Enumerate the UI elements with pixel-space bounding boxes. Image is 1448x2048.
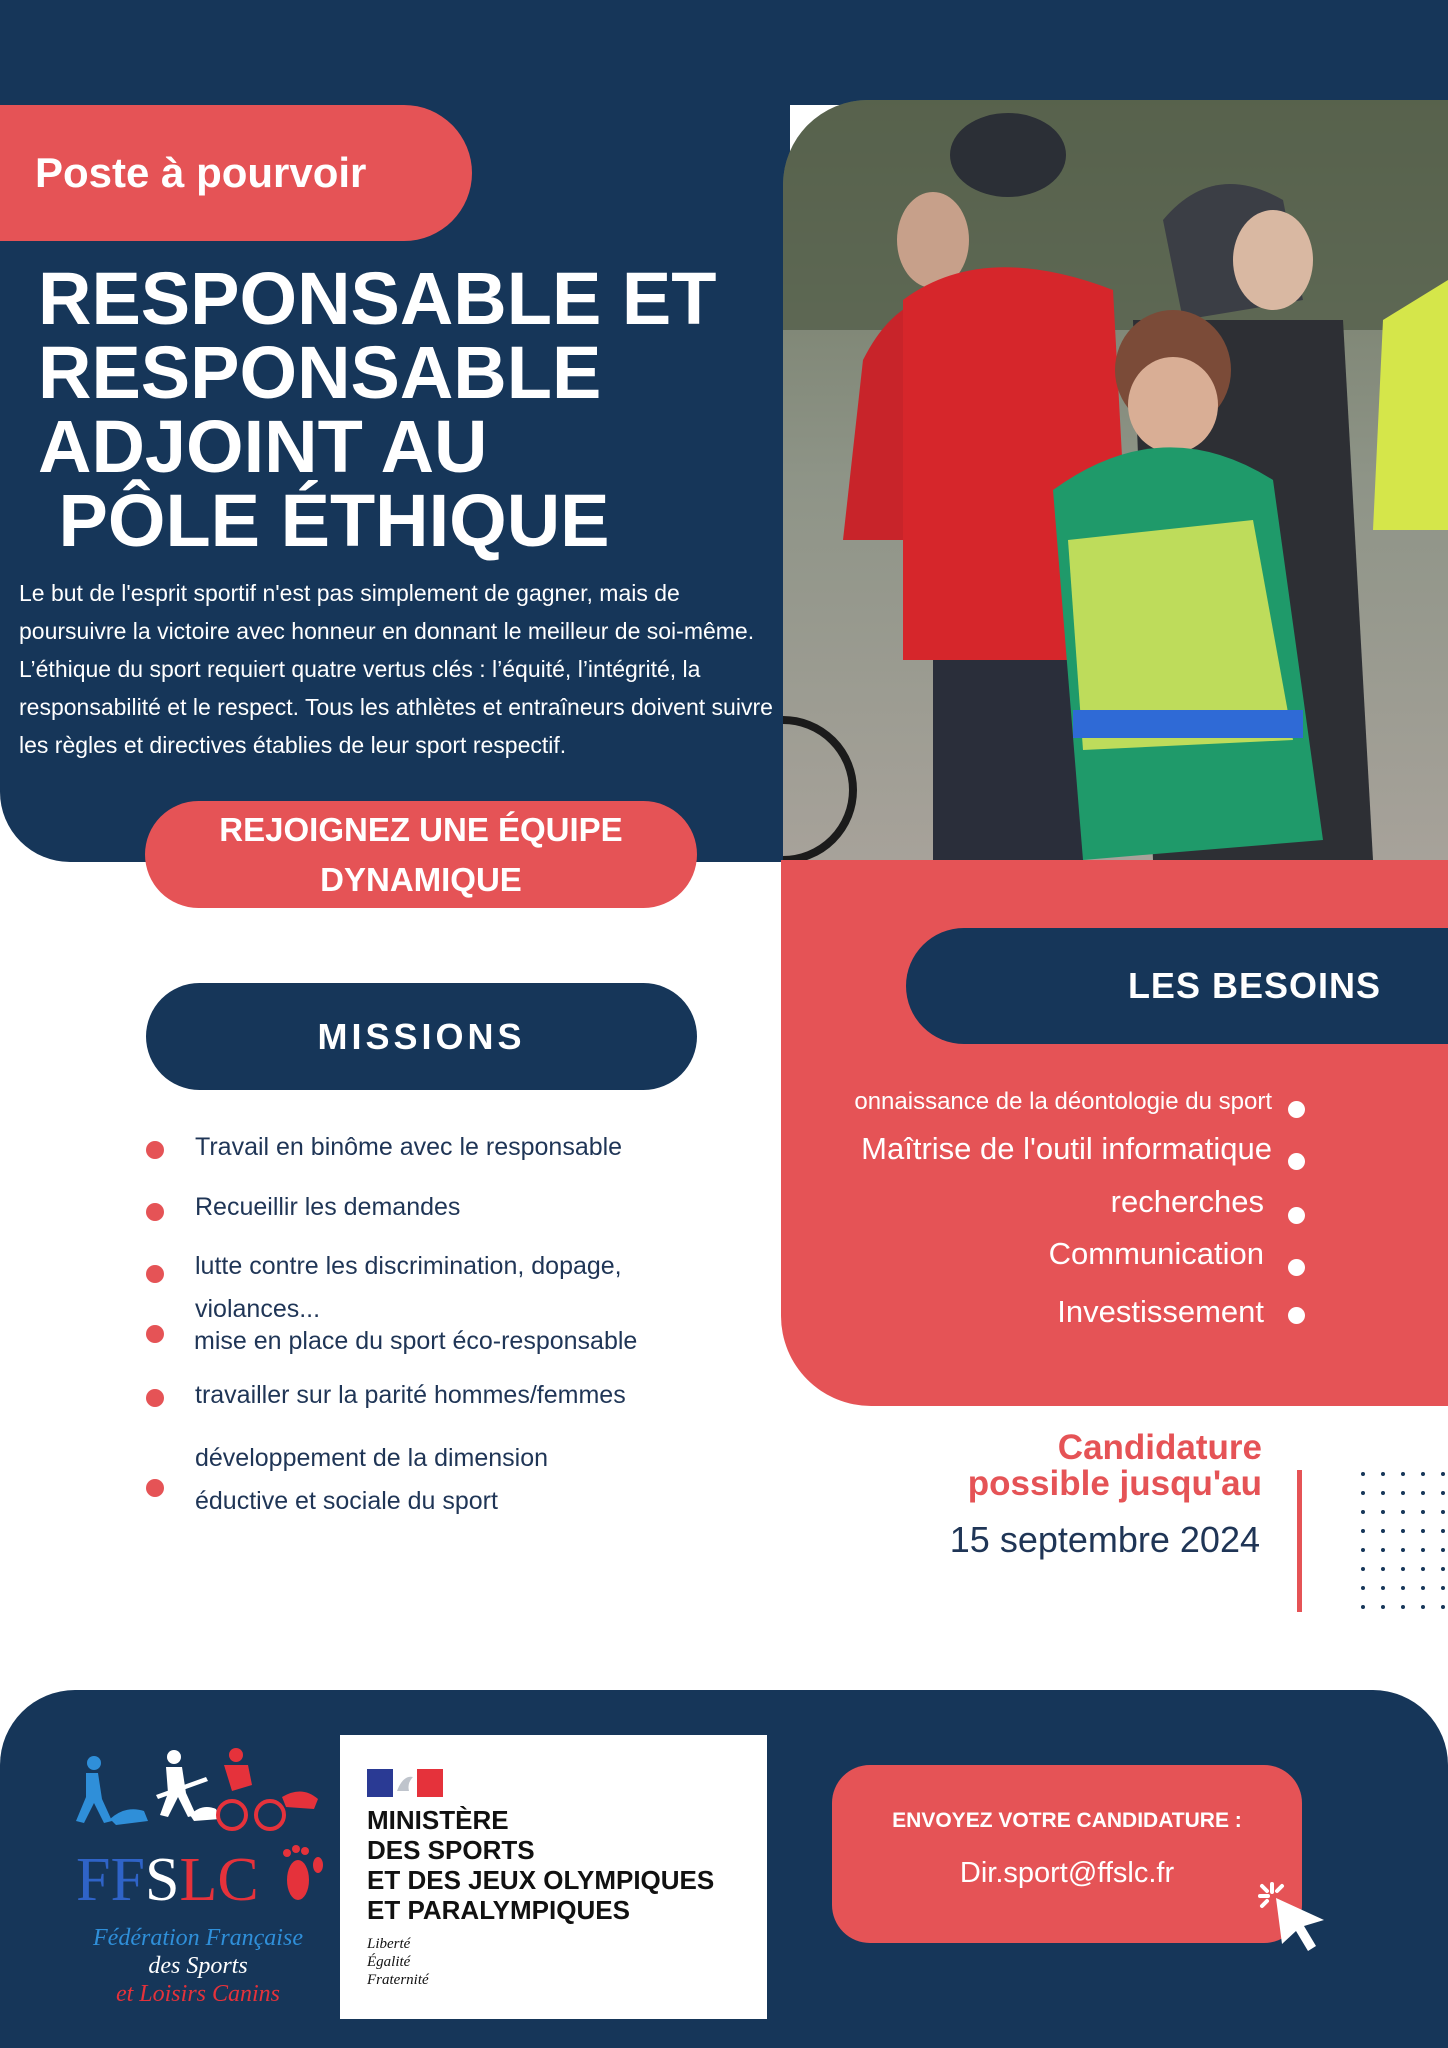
grid-dot xyxy=(1381,1605,1385,1609)
motto-line: Liberté xyxy=(367,1936,411,1952)
motto-line: Égalité xyxy=(367,1954,411,1970)
apply-card[interactable] xyxy=(832,1765,1302,1943)
apply-email-link[interactable]: Dir.sport@ffslc.fr xyxy=(959,1857,1175,1889)
bullet-icon xyxy=(146,1203,164,1221)
join-team-banner xyxy=(145,801,697,908)
bullet-icon xyxy=(146,1479,164,1497)
deadline-heading xyxy=(880,1430,1262,1502)
grid-dot xyxy=(1421,1491,1425,1495)
grid-dot xyxy=(1421,1510,1425,1514)
deadline-line: possible jusqu'au xyxy=(967,1464,1262,1503)
grid-dot xyxy=(1401,1567,1405,1571)
ffslc-line: des Sports xyxy=(148,1953,248,1979)
grid-dot xyxy=(1401,1472,1405,1476)
grid-dot xyxy=(1361,1567,1365,1571)
deadline-date: 15 septembre 2024 xyxy=(949,1519,1260,1560)
need-item: recherches xyxy=(1110,1184,1264,1219)
grid-dot xyxy=(1441,1605,1445,1609)
join-line: DYNAMIQUE xyxy=(320,860,522,898)
mission-item: développement de la dimension éductive et sociale du sport xyxy=(195,1444,549,1515)
grid-dot xyxy=(1421,1605,1425,1609)
bullet-icon xyxy=(1288,1101,1305,1118)
need-item: Investissement xyxy=(1057,1294,1264,1329)
grid-dot xyxy=(1401,1586,1405,1590)
grid-dot xyxy=(1381,1491,1385,1495)
grid-dot xyxy=(1441,1548,1445,1552)
bullet-icon xyxy=(1288,1153,1305,1170)
grid-dot xyxy=(1421,1586,1425,1590)
ministry-name xyxy=(367,1805,714,1925)
grid-dot xyxy=(1381,1529,1385,1533)
grid-dot xyxy=(1361,1491,1365,1495)
grid-dot xyxy=(1441,1510,1445,1514)
need-item: Maîtrise de l'outil informatique xyxy=(861,1131,1272,1166)
grid-dot xyxy=(1401,1510,1405,1514)
mission-item: travailler sur la parité hommes/femmes xyxy=(195,1381,626,1409)
grid-dot xyxy=(1421,1529,1425,1533)
hero-photo xyxy=(783,100,1448,860)
title-line: ADJOINT AU xyxy=(38,405,488,488)
bullet-icon xyxy=(1288,1259,1305,1276)
title-line: RESPONSABLE xyxy=(38,331,602,414)
grid-dot xyxy=(1421,1567,1425,1571)
need-item: Communication xyxy=(1048,1236,1264,1271)
need-item: onnaissance de la déontologie du sport xyxy=(854,1088,1272,1115)
join-line: REJOIGNEZ UNE ÉQUIPE xyxy=(219,810,623,848)
grid-dot xyxy=(1381,1586,1385,1590)
grid-dot xyxy=(1401,1548,1405,1552)
mission-item: Recueillir les demandes xyxy=(195,1193,461,1221)
grid-dot xyxy=(1441,1529,1445,1533)
bullet-icon xyxy=(1288,1307,1305,1324)
grid-dot xyxy=(1441,1567,1445,1571)
ministry-motto xyxy=(367,1935,429,1989)
ministry-line: ET DES JEUX OLYMPIQUES xyxy=(367,1865,715,1895)
grid-dot xyxy=(1401,1529,1405,1533)
bullet-icon xyxy=(146,1265,164,1283)
grid-dot xyxy=(1361,1548,1365,1552)
needs-heading: LES BESOINS xyxy=(906,928,1448,1044)
deadline-divider xyxy=(1297,1470,1302,1612)
ffslc-line: Fédération Française xyxy=(93,1925,303,1951)
photo-placeholder-icon xyxy=(783,100,1448,860)
mission-item: Travail en binôme avec le responsable xyxy=(195,1133,623,1161)
grid-dot xyxy=(1441,1491,1445,1495)
ministry-line: MINISTÈRE xyxy=(367,1805,509,1835)
mission-item: mise en place du sport éco-responsable xyxy=(194,1327,638,1355)
cursor-click-icon xyxy=(1258,1880,1338,1960)
ministry-line: DES SPORTS xyxy=(367,1835,535,1865)
grid-dot xyxy=(1361,1472,1365,1476)
bullet-icon xyxy=(146,1141,164,1159)
grid-dot xyxy=(1421,1472,1425,1476)
motto-line: Fraternité xyxy=(367,1972,429,1988)
french-flag-icon xyxy=(367,1769,443,1797)
grid-dot xyxy=(1441,1472,1445,1476)
grid-dot xyxy=(1361,1510,1365,1514)
grid-dot xyxy=(1361,1605,1365,1609)
grid-dot xyxy=(1441,1586,1445,1590)
ffslc-line: et Loisirs Canins xyxy=(115,1981,281,2007)
grid-dot xyxy=(1381,1548,1385,1552)
grid-dot xyxy=(1381,1510,1385,1514)
ffslc-logo-icon xyxy=(56,1735,340,2019)
grid-dot xyxy=(1421,1548,1425,1552)
ffslc-acronym: FFSLC xyxy=(76,1846,259,1914)
missions-heading: MISSIONS xyxy=(146,983,697,1090)
job-badge: Poste à pourvoir xyxy=(0,105,472,241)
grid-dot xyxy=(1401,1605,1405,1609)
grid-dot xyxy=(1381,1472,1385,1476)
grid-dot xyxy=(1361,1586,1365,1590)
grid-dot xyxy=(1381,1567,1385,1571)
intro-text: Le but de l'esprit sportif n'est pas simplement de gagner, mais de poursuivre la victoire avec honneur en donnant le meilleur de soi-même. L’éthique du sport requiert quatre vertus clés : l’équité, l’intégrité, la responsabilité et le respect. Tous les athlètes et entraîneurs doivent suivre les règles et directives établies de leur sport respectif. xyxy=(19,580,773,758)
grid-dot xyxy=(1401,1491,1405,1495)
ministry-line: ET PARALYMPIQUES xyxy=(367,1895,630,1925)
apply-label: ENVOYEZ VOTRE CANDIDATURE : xyxy=(892,1809,1242,1832)
deadline-line: Candidature xyxy=(1057,1428,1262,1467)
bullet-icon xyxy=(146,1389,164,1407)
top-band xyxy=(0,0,1448,105)
ffslc-logo xyxy=(56,1735,340,2019)
bullet-icon xyxy=(1288,1207,1305,1224)
title-line: PÔLE ÉTHIQUE xyxy=(38,479,610,562)
page-title xyxy=(38,257,778,562)
bullet-icon xyxy=(146,1325,164,1343)
title-line: RESPONSABLE ET xyxy=(38,257,717,340)
mission-item: lutte contre les discrimination, dopage, violances... xyxy=(195,1252,622,1323)
ministry-logo xyxy=(340,1735,767,2019)
grid-dot xyxy=(1361,1529,1365,1533)
